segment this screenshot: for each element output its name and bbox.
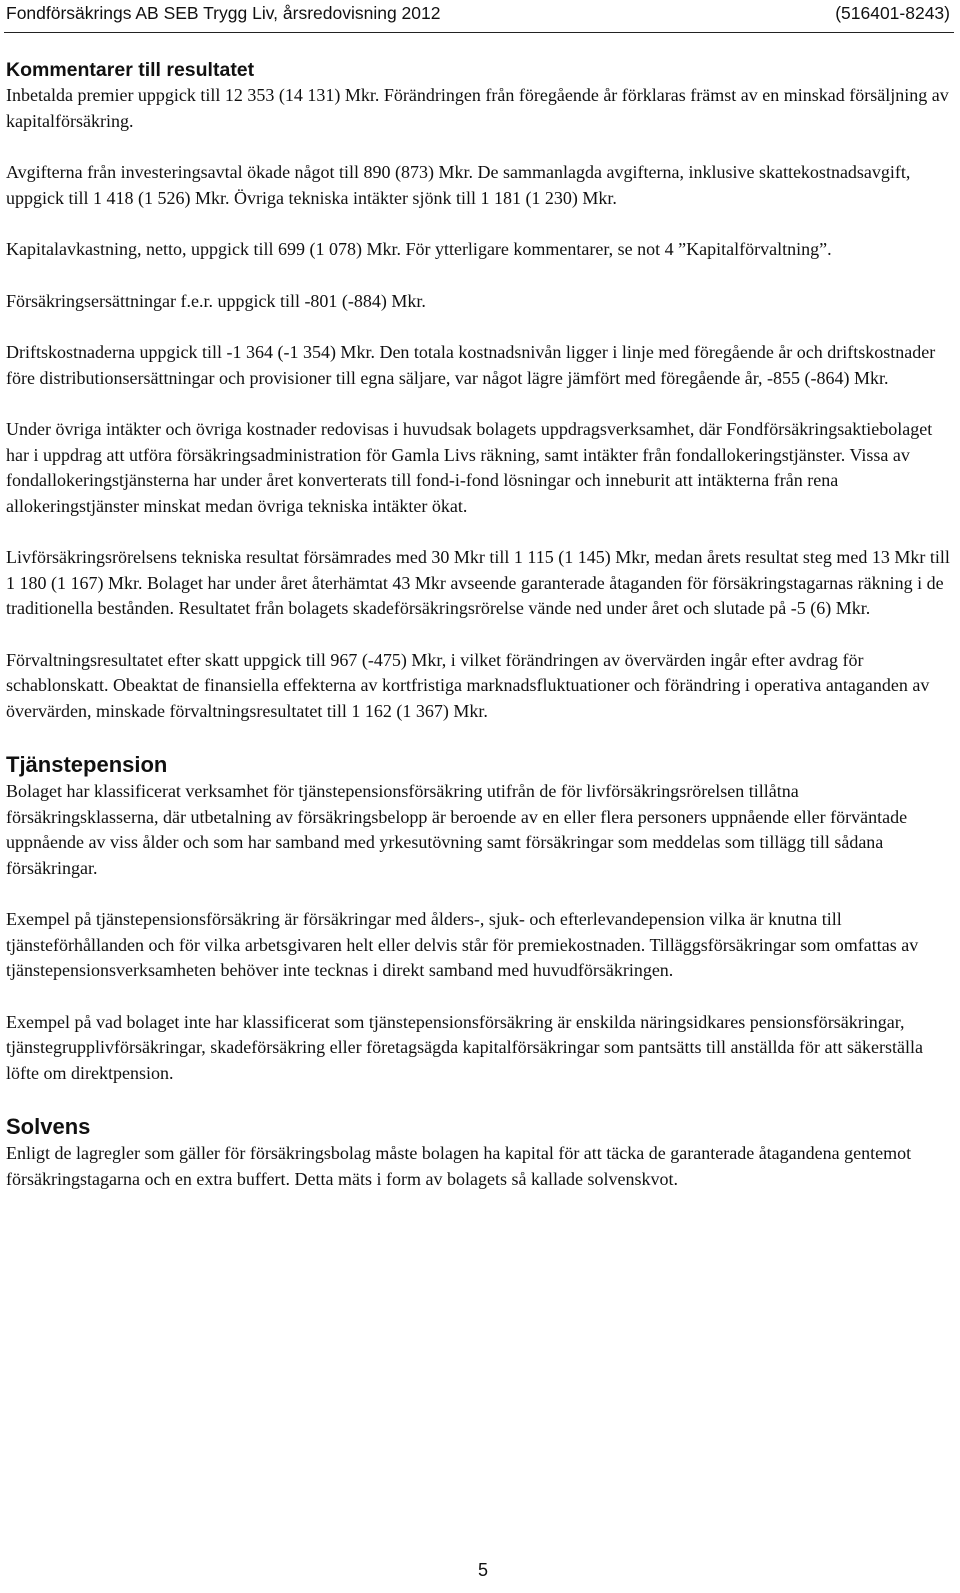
paragraph: Under övriga intäkter och övriga kostnader redovisas i huvudsak bolagets uppdragsverksamhet, där Fondförsäkringsaktiebolaget har i uppdrag att utföra försäkringsadministration för Gamla Livs räkning, samt intäkter från fondallokeringstjänster. Vissa av fondallokeringstjänsterna har under året konverterats till fond-i-fond lösningar och inneburit att intäkterna från rena allokeringstjänster minskat medan övriga tekniska intäkter ökat. <box>6 419 933 516</box>
section-kommentarer-resultat <box>6 57 950 724</box>
section-heading: Tjänstepension <box>6 752 168 777</box>
paragraph: Livförsäkringsrörelsens tekniska resultat försämrades med 30 Mkr till 1 115 (1 145) Mkr, medan årets resultat steg med 13 Mkr till 1 180 (1 167) Mkr. Bolaget har under året återhämtat 43 Mkr avseende garanterade åtaganden för försäkringstagarnas räkning i de traditionella bestånden. Resultatet från bolagets skadeförsäkringsrörelse vände ned under året och slutade på -5 (6) Mkr. <box>6 547 950 618</box>
header-divider <box>4 32 954 33</box>
paragraph: Bolaget har klassificerat verksamhet för tjänstepensionsförsäkring utifrån de för livförsäkringsrörelsen tillåtna försäkringsklasserna, där utbetalning av försäkringsbelopp är beroende av en eller flera personers uppnående eller förväntade uppnående av viss ålder och som har samband med yrkesutövning samt försäkringar som meddelas som tillägg till sådana försäkringar. <box>6 781 908 878</box>
paragraph: Exempel på tjänstepensionsförsäkring är försäkringar med ålders-, sjuk- och efterlevandepension vilka är knutna till tjänsteförhållanden och för vilka arbetsgivaren helt eller delvis står för premiekostnaden. Tilläggsförsäkringar som omfattas av tjänstepensionsverksamheten behöver inte tecknas i direkt samband med huvudförsäkringen. <box>6 909 919 980</box>
page-header <box>6 1 950 31</box>
organization-number: (516401-8243) <box>835 3 950 23</box>
paragraph: Enligt de lagregler som gäller för försäkringsbolag måste bolagen ha kapital för att täcka de garanterade åtagandena gentemot försäkringstagarna och en extra buffert. Detta mäts i form av bolagets så kallade solvenskvot. <box>6 1143 912 1189</box>
paragraph: Exempel på vad bolaget inte har klassificerat som tjänstepensionsförsäkring är enskilda näringsidkares pensionsförsäkringar, tjänstegrupplivförsäkringar, skadeförsäkring eller företagsägda kapitalförsäkringar som pantsätts till anställda för att säkerställa löfte om direktpension. <box>6 1011 923 1083</box>
section-heading: Solvens <box>6 1114 91 1139</box>
paragraph: Avgifterna från investeringsavtal ökade något till 890 (873) Mkr. De sammanlagda avgifterna, inklusive skattekostnadsavgift, uppgick till 1 418 (1 526) Mkr. Övriga tekniska intäkter sjönk till 1 181 (1 230) Mkr. <box>6 162 911 208</box>
document-body <box>6 57 950 1192</box>
paragraph: Inbetalda premier uppgick till 12 353 (14 131) Mkr. Förändringen från föregående år förklaras främst av en minskad försäljning av kapitalförsäkring. <box>6 85 949 131</box>
page-number: 5 <box>477 1560 488 1580</box>
paragraph: Kapitalavkastning, netto, uppgick till 699 (1 078) Mkr. För ytterligare kommentarer, se not 4 ”Kapitalförvaltning”. <box>6 239 832 259</box>
section-tjanstepension <box>6 750 950 1086</box>
document-title: Fondförsäkrings AB SEB Trygg Liv, årsredovisning 2012 <box>6 3 441 23</box>
paragraph: Driftskostnaderna uppgick till -1 364 (-1 354) Mkr. Den totala kostnadsnivån ligger i linje med föregående år och driftskostnader före distributionsersättningar och provisioner till egna säljare, var något lägre jämfört med föregående år, -855 (-864) Mkr. <box>6 342 936 388</box>
section-heading: Kommentarer till resultatet <box>6 59 255 81</box>
section-solvens <box>6 1112 950 1192</box>
paragraph: Förvaltningsresultatet efter skatt uppgick till 967 (-475) Mkr, i vilket förändringen av övervärden ingår efter avdrag för schablonskatt. Obeaktat de finansiella effekterna av kortfristiga marknadsfluktuationer och förändring i operativa antaganden av övervärden, minskade förvaltningsresultatet till 1 162 (1 367) Mkr. <box>6 649 930 721</box>
paragraph: Försäkringsersättningar f.e.r. uppgick till -801 (-884) Mkr. <box>6 290 426 311</box>
